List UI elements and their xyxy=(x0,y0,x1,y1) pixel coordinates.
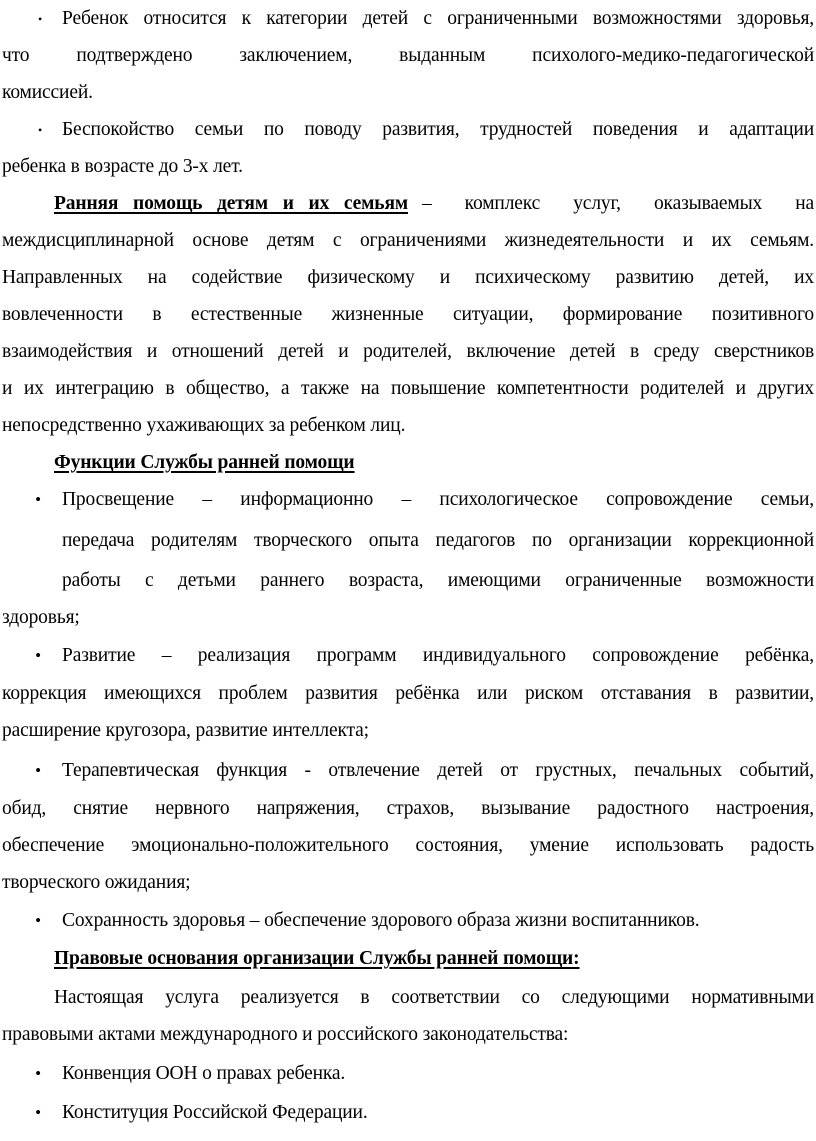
bullet-icon: • xyxy=(37,123,43,137)
paragraph-line: Направленных на содействие физическому и психическому развитию детей, их xyxy=(2,267,814,288)
bullet-icon: • xyxy=(35,490,41,509)
legal-heading-text: Правовые основания организации Службы ранней помощи: xyxy=(54,948,580,969)
paragraph-line: междисциплинарной основе детям с ограничениями жизнедеятельности и их семьям. xyxy=(2,230,814,251)
paragraph-line: здоровья; xyxy=(2,607,80,628)
paragraph-line: Развитие – реализация программ индивидуального сопровождение ребёнка, xyxy=(62,645,814,666)
paragraph-line: что подтверждено заключением, выданным психолого-медико-педагогической xyxy=(2,45,814,66)
paragraph-line: Настоящая услуга реализуется в соответствии со следующими нормативными xyxy=(54,987,814,1008)
bullet-icon: • xyxy=(35,1103,41,1122)
paragraph-line: Сохранность здоровья – обеспечение здорового образа жизни воспитанников. xyxy=(62,910,700,931)
paragraph-line: коррекция имеющихся проблем развития ребёнка или риском отставания в развитии, xyxy=(2,683,814,704)
paragraph-line: ребенка в возрасте до 3-х лет. xyxy=(2,156,243,177)
paragraph-line: обеспечение эмоционально-положительного состояния, умение использовать радость xyxy=(2,835,814,856)
early-help-heading: Ранняя помощь детям и их семьям xyxy=(54,193,408,214)
paragraph-line: и их интеграцию в общество, а также на повышение компетентности родителей и других xyxy=(2,378,814,399)
paragraph-line: непосредственно ухаживающих за ребенком лиц. xyxy=(2,415,406,436)
paragraph-line: Терапевтическая функция - отвлечение детей от грустных, печальных событий, xyxy=(62,760,814,781)
paragraph-line: правовыми актами международного и российского законодательства: xyxy=(2,1024,569,1045)
bullet-icon: • xyxy=(35,1064,41,1083)
paragraph-line: – комплекс услуг, оказываемых на xyxy=(422,193,814,214)
paragraph-line: Ребенок относится к категории детей с ограниченными возможностями здоровья, xyxy=(62,8,814,29)
legal-heading xyxy=(54,944,814,974)
paragraph-line: работы с детьми раннего возраста, имеющими ограниченные возможности xyxy=(62,570,814,591)
bullet-icon: • xyxy=(35,911,41,930)
paragraph-line: Просвещение – информационно – психологическое сопровождение семьи, xyxy=(62,489,814,510)
bullet-icon: • xyxy=(35,646,41,665)
paragraph-line: комиссией. xyxy=(2,82,93,103)
paragraph-line: расширение кругозора, развитие интеллекта; xyxy=(2,720,369,741)
paragraph-line: творческого ожидания; xyxy=(2,872,191,893)
paragraph-line: взаимодействия и отношений детей и родителей, включение детей в среду сверстников xyxy=(2,341,814,362)
bullet-icon: • xyxy=(35,761,41,780)
paragraph-line: Беспокойство семьи по поводу развития, трудностей поведения и адаптации xyxy=(62,119,814,140)
early-help-first-line xyxy=(54,189,814,219)
paragraph-line: передача родителям творческого опыта педагогов по организации коррекционной xyxy=(62,530,814,551)
functions-heading-text: Функции Службы ранней помощи xyxy=(54,452,355,473)
functions-heading xyxy=(54,448,814,478)
bullet-icon: • xyxy=(37,12,43,26)
list-item: Конвенция ООН о правах ребенка. xyxy=(62,1063,346,1084)
paragraph-line: вовлеченности в естественные жизненные ситуации, формирование позитивного xyxy=(2,304,814,325)
paragraph-line: обид, снятие нервного напряжения, страхов, вызывание радостного настроения, xyxy=(2,798,814,819)
list-item: Конституция Российской Федерации. xyxy=(62,1102,368,1123)
